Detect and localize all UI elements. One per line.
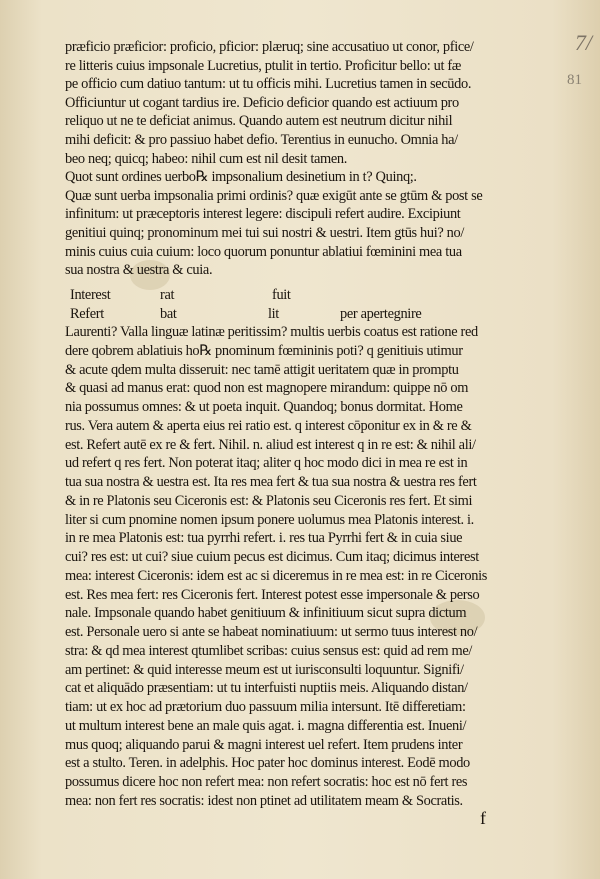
text-line: est. Refert autē ex re & fert. Nihil. n. aliud est interest q in re est: & nihil ali/ [65,436,476,453]
text-line: mea: non fert res socratis: idest non ptinet ad utilitatem meam & Socratis. [65,792,463,809]
text-line: minis cuius cuia cuium: loco quorum ponuntur ablatiui fœminini mea tua [65,243,462,260]
text-line: mihi deficit: & pro passiuo habet defio. Terentius in eunucho. Omnia ha/ [65,132,458,148]
text-line: infinitum: ut præceptoris interest legere: discipuli refert audire. Excipiunt [65,206,461,223]
text-line: & acute qdem multa disseruit: nec tamē attigit ueritatem quæ in promptu [65,361,459,378]
text-line: stra: & qd mea interest qtumlibet scribas: cuius sensus est: quid ad rem me/ [65,642,473,659]
text-line: tua sua nostra & uestra est. Ita res mea fert & tua sua nostra & uestra res fert [65,474,477,490]
text-line: mus quoq; aliquando parui & magni interest uel refert. Item prudens inter [65,736,463,753]
text-line: est. Res mea fert: res Ciceronis fert. Interest potest esse impersonale & perso [65,586,480,603]
conjugation-term: lit [268,306,279,322]
text-line: reliquo ut ne te deficiat animus. Quando autem est neutrum dicitur nihil [65,113,453,130]
text-line: Officiuntur ut cogant tardius ire. Deficio deficior quando est actiuum pro [65,94,459,111]
text-line: in re mea Platonis est: tua pyrrhi refert. i. res tua Pyrrhi fert & in cuia siue [65,530,463,547]
text-line: possumus dicere hoc non refert mea: non refert socratis: hoc est nō fert res [65,774,468,790]
text-line: & quasi ad manus erat: quod non est magnopere mirandum: quippe nō om [65,380,469,397]
text-line: tiam: ut ex hoc ad prætorium duo passuum milia intersunt. Itē differetiam: [65,699,466,715]
conjugation-term: per apertegnire [340,306,422,322]
text-line: dere qobrem ablatiuis ho℞ pnominum fœmininis poti? q genitiuis utimur [65,342,463,359]
text-line: mea: interest Ciceronis: idem est ac si diceremus in re mea est: in re Ciceronis [65,567,487,584]
conjugation-term: fuit [272,287,291,303]
text-line: est a stulto. Teren. in adelphis. Hoc pater hoc dominus interest. Eodē modo [65,755,470,772]
text-line: Laurenti? Valla linguæ latinæ peritissim? multis uerbis coatus est ratione red [65,324,478,340]
text-line: & in re Platonis seu Ciceronis est: & Platonis seu Ciceronis res fert. Et simi [65,492,473,509]
conjugation-term: Interest [70,287,111,303]
text-line: cat et aliquādo præsentiam: ut tu interfuisti nuptiis meis. Aliquando distan/ [65,680,468,697]
conjugation-term: Refert [70,306,104,322]
margin-annotation: 7/ [574,30,592,55]
signature-mark: f [480,808,486,828]
conjugation-term: rat [160,287,175,303]
text-line: nia possumus omnes: & ut poeta inquit. Quandoq; bonus dormitat. Home [65,399,463,415]
conjugation-row-1 [65,286,555,305]
text-line: cui? res est: ut cui? siue cuium pecus est dicimus. Cum itaq; dicimus interest [65,549,479,565]
margin-annotation-number: 81 [567,72,582,88]
conjugation-row-2 [65,305,555,324]
text-line: pe officio cum datiuo tantum: ut tu officis mihi. Lucretius tamen in secūdo. [65,76,472,93]
conjugation-term: bat [160,306,177,322]
text-line: ud refert q res fert. Non poterat itaq; aliter q hoc modo dici in mea re est in [65,455,468,472]
text-line: sua nostra & uestra & cuia. [65,262,213,279]
text-line: re litteris cuius impsonale Lucretius, ptulit in tertio. Proficitur bello: ut fæ [65,57,462,74]
text-line: est. Personale uero si ante se habeat nominatiuum: ut sermo tuus interest no/ [65,624,478,640]
text-line: rus. Vera autem & aperta eius rei ratio est. q interest cōponitur ex in & re & [65,417,472,434]
text-line: ut multum interest bene an male quis agat. i. magna differentia est. Inueni/ [65,717,467,734]
text-line: nale. Impsonale quando habet genitiuum & infinitiuum sicut supra dictum [65,605,467,622]
text-line: am pertinet: & quid interesse meum est ut iurisconsulti loquuntur. Signifi/ [65,661,464,678]
text-line: Quot sunt ordines uerbo℞ impsonalium desinetium in t? Quinq;. [65,169,417,186]
text-line: beo neq; quicq; habeo: nihil cum est nil desit tamen. [65,150,347,167]
text-line: genitiui quinq; pronominum mei tui sui nostri & uestri. Item gtūs hui? no/ [65,225,464,241]
text-line: liter si cum pnomine nomen ipsum ponere uolumus mea Platonis interest. i. [65,511,474,528]
text-line: præficio præficior: proficio, pficior: plæruq; sine accusatiuo ut conor, pfice/ [65,39,474,55]
text-line: Quæ sunt uerba impsonalia primi ordinis? quæ exigūt ante se gtūm & post se [65,187,483,204]
